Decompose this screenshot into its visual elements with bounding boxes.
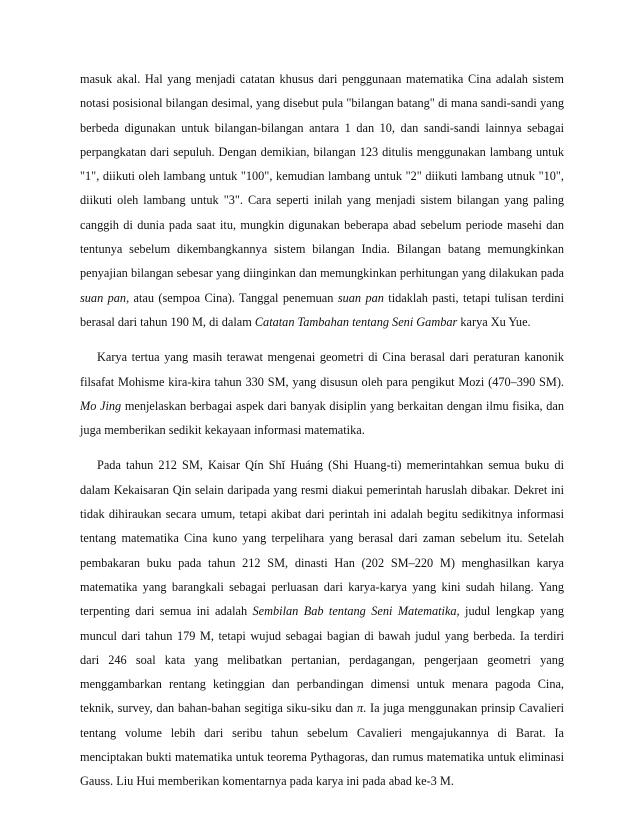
paragraph-text: Pada tahun 212 SM, Kaisar Qín Shǐ Huáng (Shi Huang-ti) memerintahkan semua buku di dalam Kekaisaran Qin selain daripada yang resmi diakui pemerintah haruslah dibakar. Dekret ini tidak dihiraukan secara umum, tetapi akibat dari perintah ini adalah begitu sedikitnya informasi tentang matematika Cina kuno yang terpelihara yang berasal dari zaman sebelum itu. Setelah pembakaran buku pada tahun 212 SM, dinasti Han (202 SM–220 M) menghasilkan karya matematika yang barangkali sebagai perluasan dari karya-karya yang kini sudah hilang. Yang terpenting dari semua ini adalah <box>80 458 564 619</box>
paragraph-text: tidaklah pasti, tetapi tulisan terdini berasal dari tahun 190 M, di dalam <box>80 290 564 329</box>
document-body <box>80 67 564 794</box>
paragraph-1 <box>80 67 564 334</box>
italic-book-title: Catatan Tambahan tentang Seni Gambar <box>254 314 458 329</box>
paragraph-text: Karya tertua yang masih terawat mengenai geometri di Cina berasal dari peraturan kanonik filsafat Mohisme kira-kira tahun 330 SM, yang disusun oleh para pengikut Mozi (470–390 SM). <box>80 350 564 389</box>
paragraph-3 <box>80 453 564 793</box>
paragraph-text: judul lengkap yang muncul dari tahun 179 M, tetapi wujud sebagai bagian di bawah judul yang berbeda. Ia terdiri dari 246 soal kata yang melibatkan pertanian, perdagangan, pengerjaan geometri yang menggambarkan rentang ketinggian dan perbandingan dimensi untuk menara pagoda Cina, teknik, survey, dan bahan-bahan segitiga siku-siku dan <box>80 604 564 716</box>
italic-term: suan pan <box>337 290 384 305</box>
paragraph-text: karya Xu Yue. <box>457 314 531 329</box>
italic-term: suan pan <box>80 290 127 305</box>
paragraph-text: masuk akal. Hal yang menjadi catatan khusus dari penggunaan matematika Cina adalah sistem notasi posisional bilangan desimal, yang disebut pula "bilangan batang" di mana sandi-sandi yang berbeda digunakan untuk bilangan-bilangan antara 1 dan 10, dan sandi-sandi lainnya sebagai perpangkatan dari sepuluh. Dengan demikian, bilangan 123 ditulis menggunakan lambang untuk "1", diikuti oleh lambang untuk "100", kemudian lambang untuk "2" diikuti lambang utnuk "10", diikuti oleh lambang untuk "3". Cara seperti inilah yang menjadi sistem bilangan yang paling canggih di dunia pada saat itu, mungkin digunakan beberapa abad sebelum periode masehi dan tentunya sebelum dikembangkannya sistem bilangan India. Bilangan batang memungkinkan penyajian bilangan sebesar yang diinginkan dan memungkinkan perhitungan yang dilakukan pada <box>80 72 564 281</box>
italic-symbol: π <box>356 701 364 716</box>
italic-book-title: Mo Jing <box>80 398 122 413</box>
paragraph-text: . Ia juga menggunakan prinsip Cavalieri tentang volume lebih dari seribu tahun sebelum Cavalieri mengajukannya di Barat. Ia menciptakan bukti matematika untuk teorema Pythagoras, dan rumus matematika untuk eliminasi Gauss. Liu Hui memberikan komentarnya pada karya ini pada abad ke-3 M. <box>80 701 564 789</box>
paragraph-text: , atau (sempoa Cina). Tanggal penemuan <box>126 290 338 305</box>
italic-book-title: Sembilan Bab tentang Seni Matematika, <box>252 604 460 619</box>
paragraph-2 <box>80 345 564 442</box>
paragraph-text: menjelaskan berbagai aspek dari banyak disiplin yang berkaitan dengan ilmu fisika, dan juga memberikan sedikit kekayaan informasi matematika. <box>80 398 564 438</box>
